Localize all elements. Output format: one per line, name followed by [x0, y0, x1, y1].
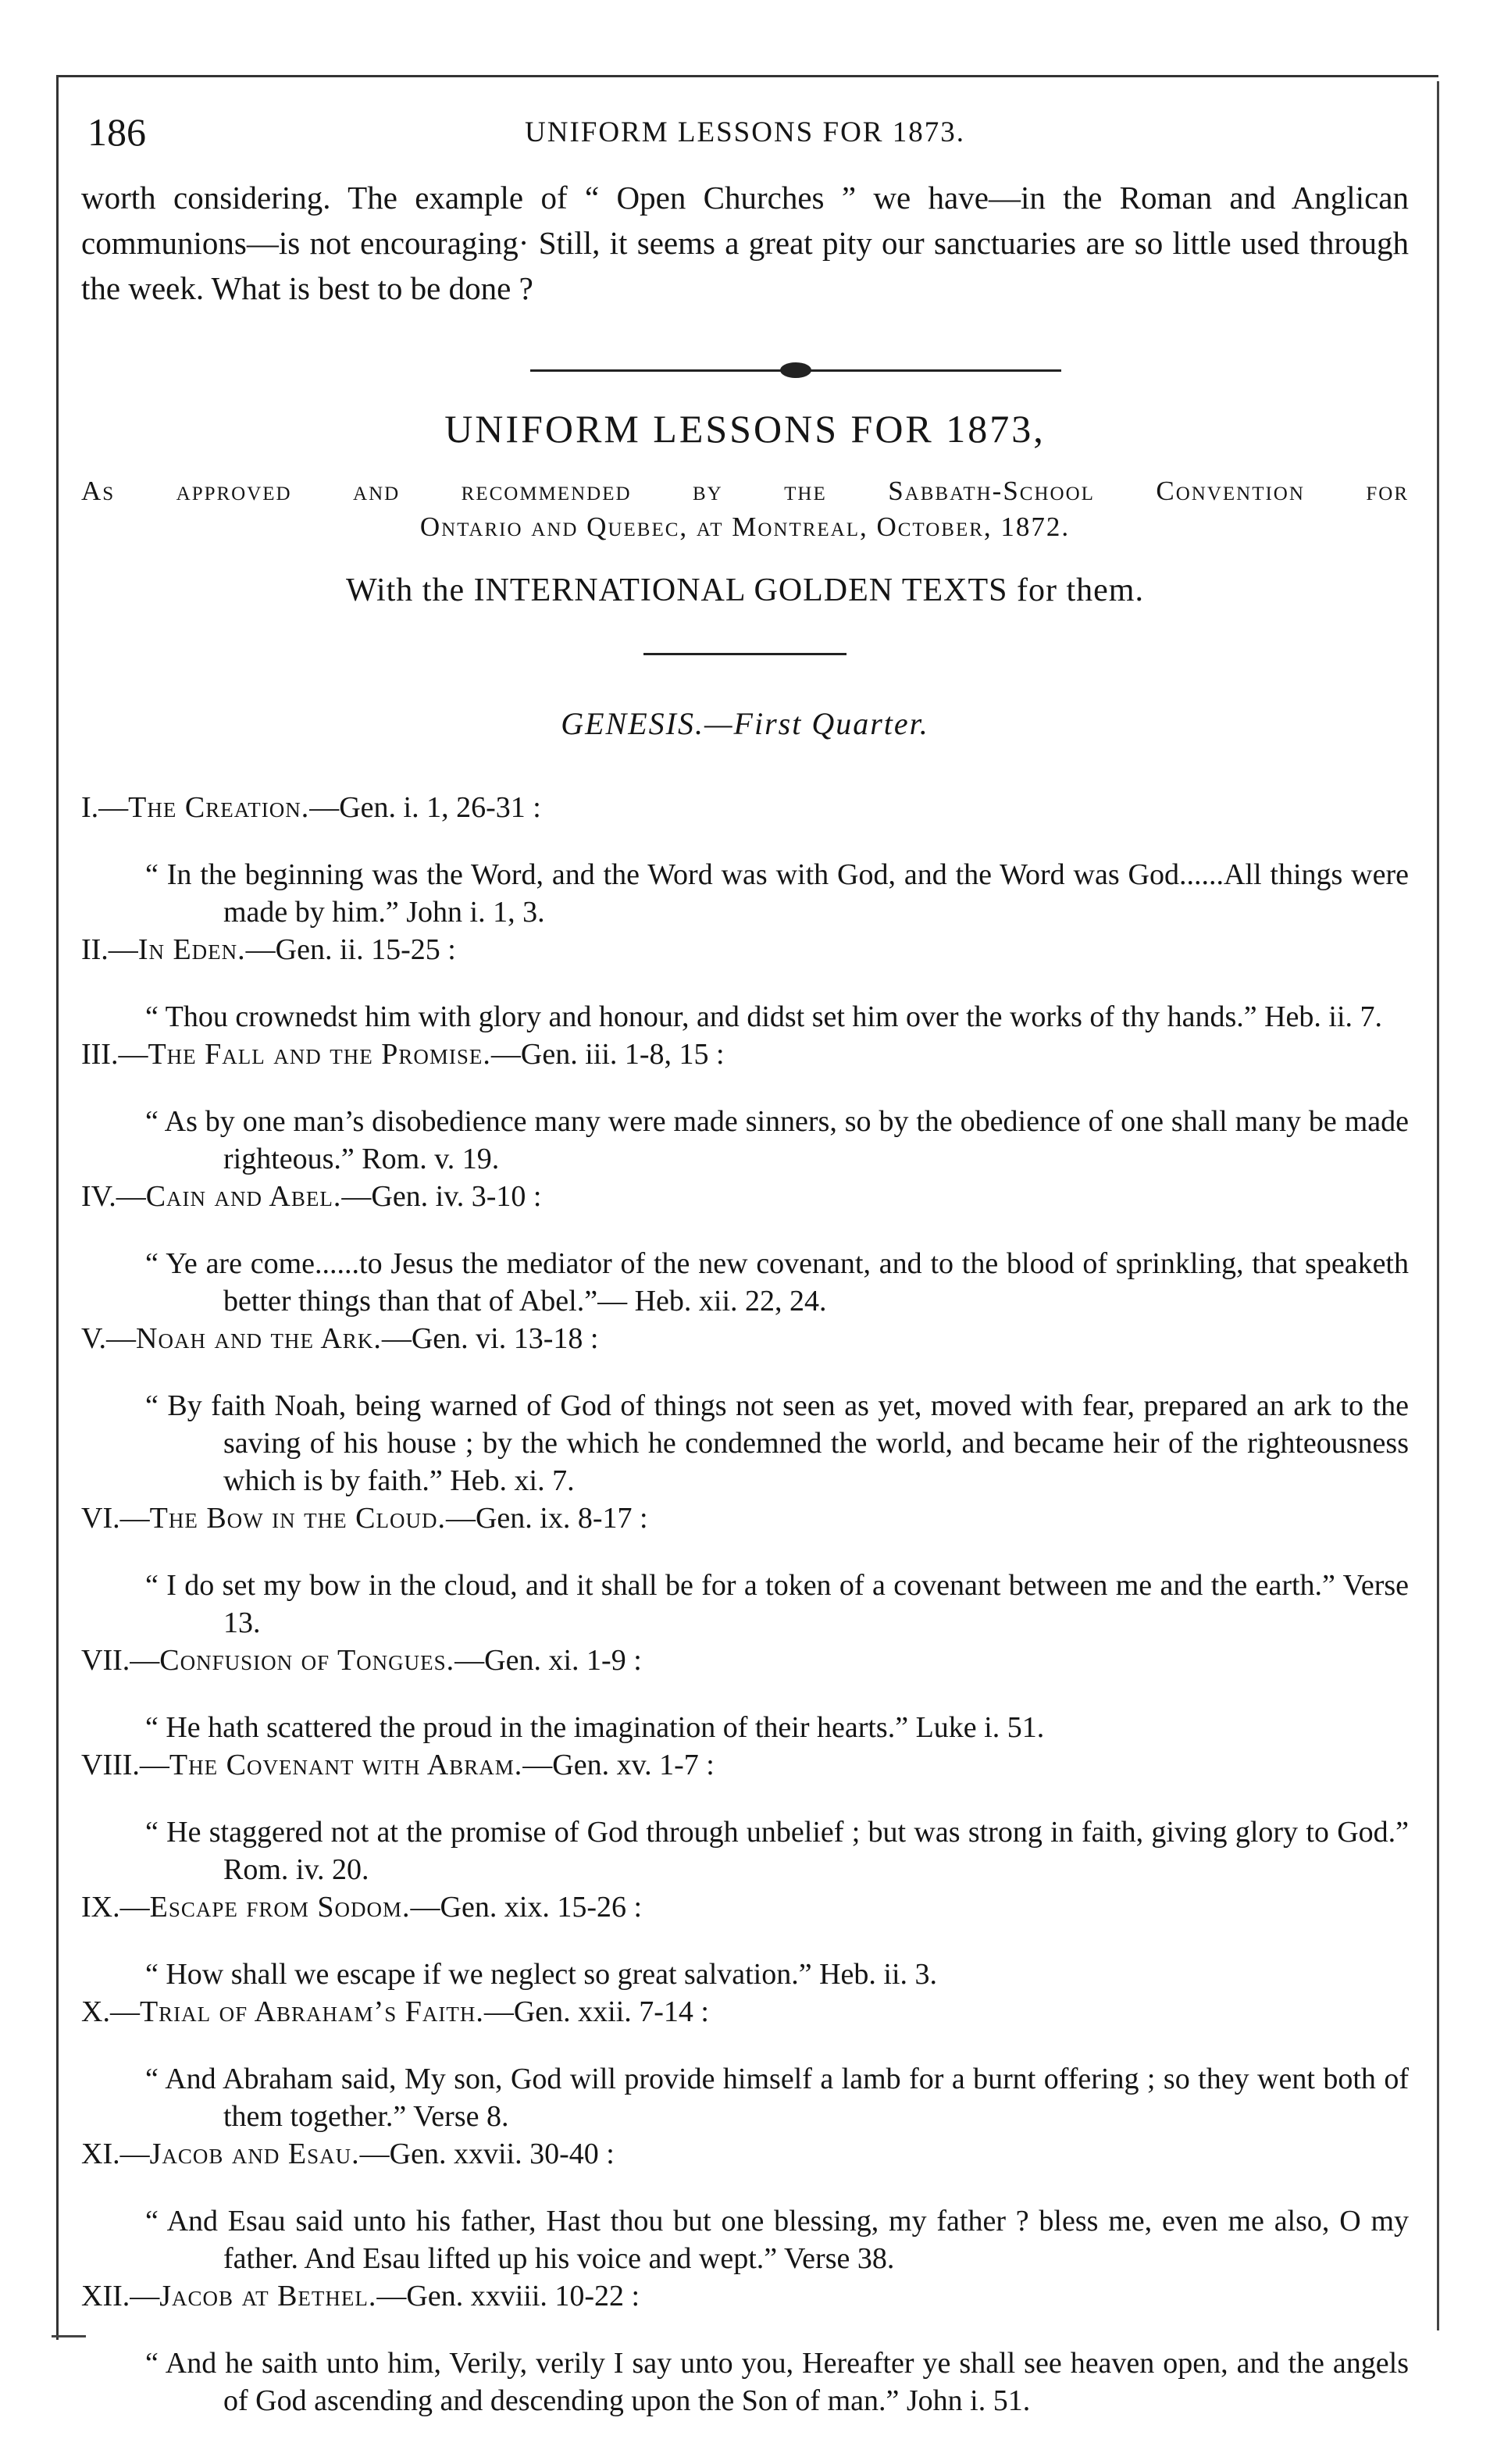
lesson-numeral: I.—	[81, 791, 129, 824]
lesson-item	[81, 931, 1409, 1036]
lesson-heading	[81, 1993, 1409, 2031]
lesson-reference: —Gen. vi. 13-18 :	[381, 1322, 599, 1355]
lesson-golden-text: “ He staggered not at the promise of God through unbelief ; but was strong in faith, giving glory to God.” Rom. iv. 20.	[145, 1816, 1409, 1886]
lesson-heading	[81, 1746, 1409, 1784]
lesson-golden-text: “ I do set my bow in the cloud, and it shall be for a token of a covenant between me and the earth.” Verse 13.	[145, 1569, 1409, 1639]
running-head	[81, 109, 1409, 164]
lesson-title: Jacob at Bethel.	[159, 2280, 377, 2312]
lesson-numeral: II.—	[81, 933, 138, 966]
lesson-golden-text: “ And he saith unto him, Verily, verily I say unto you, Hereafter ye shall see heaven open, and the angels of God ascending and descending upon the Son of man.” John i. 51.	[145, 2347, 1409, 2417]
lesson-reference: —Gen. xv. 1-7 :	[522, 1749, 715, 1781]
section-title: UNIFORM LESSONS FOR 1873,	[444, 407, 1046, 451]
lesson-reference: —Gen. i. 1, 26-31 :	[309, 791, 541, 824]
lesson-numeral: VII.—	[81, 1644, 160, 1677]
lesson-title: Trial of Abraham’s Faith.	[139, 1995, 484, 2028]
lesson-heading	[81, 1499, 1409, 1537]
lesson-title: Cain and Abel.	[145, 1180, 342, 1213]
lesson-item	[81, 1178, 1409, 1320]
lesson-item	[81, 1499, 1409, 1642]
running-title: UNIFORM LESSONS FOR 1873.	[525, 116, 965, 148]
lesson-item	[81, 1888, 1409, 1993]
intro-paragraph: worth considering. The example of “ Open Churches ” we have—in the Roman and Anglican communions—is not encouraging· Still, it seems a great pity our sanctuaries are so little used through the week. What is best to be done ?	[81, 180, 1409, 306]
lesson-numeral: IV.—	[81, 1180, 146, 1213]
lesson-item	[81, 2135, 1409, 2277]
page-number: 186	[87, 110, 146, 154]
lesson-item	[81, 1642, 1409, 1746]
lesson-golden-text: “ Ye are come......to Jesus the mediator of the new covenant, and to the blood of sprinkling, that speaketh better things than that of Abel.”— Heb. xii. 22, 24.	[145, 1247, 1409, 1318]
page-content	[81, 109, 1409, 2419]
lesson-reference: —Gen. xxvii. 30-40 :	[359, 2138, 615, 2170]
page-frame-left-rule	[56, 75, 59, 2340]
lesson-title: Jacob and Esau.	[149, 2138, 360, 2170]
lesson-golden-text: “ How shall we escape if we neglect so great salvation.” Heb. ii. 3.	[145, 1958, 938, 1991]
lesson-reference: —Gen. ii. 15-25 :	[245, 933, 456, 966]
lesson-golden-text: “ By faith Noah, being warned of God of things not seen as yet, moved with fear, prepared an ark to the saving of his house ; by the which he condemned the world, and became heir of the righteousness which is by faith.” Heb. xi. 7.	[145, 1389, 1409, 1497]
lesson-numeral: XI.—	[81, 2138, 150, 2170]
lesson-item	[81, 2277, 1409, 2419]
lesson-item	[81, 789, 1409, 931]
lesson-golden-text: “ Thou crownedst him with glory and honour, and didst set him over the works of thy hands.” Heb. ii. 7.	[145, 1000, 1383, 1033]
lesson-heading	[81, 1320, 1409, 1357]
lesson-numeral: VIII.—	[81, 1749, 169, 1781]
lesson-title: The Creation.	[128, 791, 310, 824]
lesson-heading	[81, 2135, 1409, 2173]
ornamental-rule-ornament	[780, 362, 811, 378]
lesson-numeral: IX.—	[81, 1891, 150, 1924]
lesson-reference: —Gen. xi. 1-9 :	[454, 1644, 642, 1677]
lesson-heading	[81, 931, 1409, 968]
lesson-numeral: V.—	[81, 1322, 137, 1355]
section-divider	[643, 653, 847, 655]
approval-line-1: As approved and recommended by the Sabbath-School Convention for	[81, 476, 1409, 506]
lesson-golden-text: “ As by one man’s disobedience many were made sinners, so by the obedience of one shall many be made righteous.” Rom. v. 19.	[145, 1105, 1409, 1175]
lesson-reference: —Gen. iii. 1-8, 15 :	[490, 1038, 725, 1071]
golden-texts-line: With the INTERNATIONAL GOLDEN TEXTS for them.	[346, 572, 1144, 608]
lesson-list	[81, 789, 1409, 2419]
lesson-item	[81, 1036, 1409, 1178]
ornamental-rule	[81, 355, 1409, 386]
lesson-heading	[81, 2277, 1409, 2315]
lesson-heading	[81, 1888, 1409, 1926]
lesson-title: In Eden.	[137, 933, 246, 966]
approval-statement	[81, 473, 1409, 545]
lesson-title: Escape from Sodom.	[149, 1891, 411, 1924]
lesson-golden-text: “ And Abraham said, My son, God will provide himself a lamb for a burnt offering ; so they went both of them together.” Verse 8.	[145, 2063, 1409, 2133]
lesson-reference: —Gen. ix. 8-17 :	[445, 1502, 648, 1535]
quarter-heading: GENESIS.—First Quarter.	[561, 706, 929, 741]
lesson-heading	[81, 1178, 1409, 1215]
page-frame-top-rule	[56, 75, 1438, 77]
lesson-reference: —Gen. xix. 15-26 :	[410, 1891, 643, 1924]
lesson-item	[81, 1746, 1409, 1888]
lesson-numeral: III.—	[81, 1038, 148, 1071]
lesson-heading	[81, 1642, 1409, 1679]
lesson-golden-text: “ He hath scattered the proud in the imagination of their hearts.” Luke i. 51.	[145, 1711, 1045, 1744]
lesson-title: Noah and the Ark.	[136, 1322, 382, 1355]
lesson-numeral: VI.—	[81, 1502, 150, 1535]
lesson-golden-text: “ In the beginning was the Word, and the Word was with God, and the Word was God......All things were made by him.” John i. 1, 3.	[145, 858, 1409, 929]
lesson-title: Confusion of Tongues.	[159, 1644, 455, 1677]
lesson-reference: —Gen. iv. 3-10 :	[341, 1180, 542, 1213]
lesson-item	[81, 1993, 1409, 2135]
approval-line-2: Ontario and Quebec, at Montreal, October, 1872.	[419, 512, 1071, 542]
lesson-title: The Bow in the Cloud.	[149, 1502, 446, 1535]
lesson-golden-text: “ And Esau said unto his father, Hast thou but one blessing, my father ? bless me, even me also, O my father. And Esau lifted up his voice and wept.” Verse 38.	[145, 2205, 1409, 2275]
page-frame-right-rule	[1437, 81, 1439, 2330]
lesson-reference: —Gen. xxviii. 10-22 :	[376, 2280, 640, 2312]
lesson-title: The Covenant with Abram.	[169, 1749, 523, 1781]
lesson-title: The Fall and the Promise.	[148, 1038, 491, 1071]
lesson-reference: —Gen. xxii. 7-14 :	[483, 1995, 709, 2028]
lesson-numeral: XII.—	[81, 2280, 160, 2312]
lesson-item	[81, 1320, 1409, 1499]
lesson-heading	[81, 1036, 1409, 1073]
lesson-numeral: X.—	[81, 1995, 140, 2028]
lesson-heading	[81, 789, 1409, 826]
